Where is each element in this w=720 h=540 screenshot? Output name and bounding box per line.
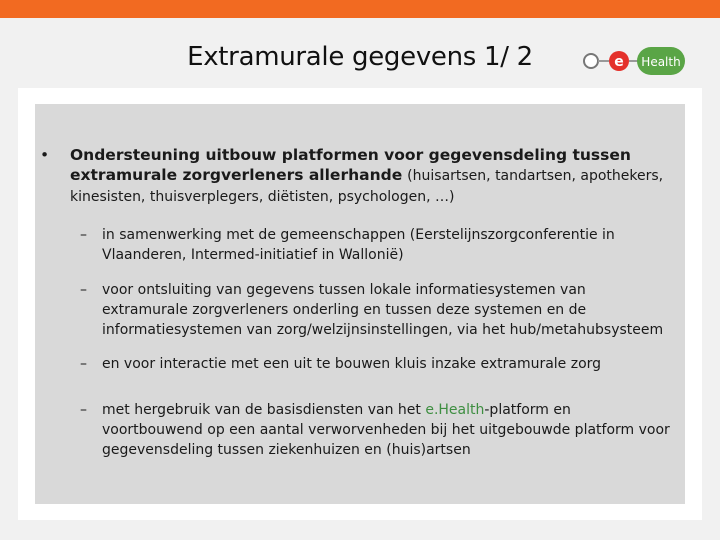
- bullet-bold-text: Ondersteuning uitbouw platformen voor gegevensdeling tussen extramurale zorgverleners allerhande: [70, 146, 631, 184]
- content-text: [40, 145, 680, 460]
- ehealth-logo-icon: [578, 44, 688, 78]
- sub-item-text-after: -platform en voortbouwend op een aantal verworvenheden bij het uitgebouwde platform voor gegevensdeling tussen ziekenhuizen en (huis)artsen: [102, 402, 670, 458]
- sub-item-dash: –: [80, 282, 87, 298]
- main-bullet: [40, 145, 680, 207]
- sub-item-dash: –: [80, 227, 87, 243]
- ehealth-highlight: e.Health: [425, 402, 485, 418]
- sub-item-dash: –: [80, 402, 87, 418]
- logo-health-text: Health: [641, 55, 681, 69]
- top-accent-bar: [0, 0, 720, 18]
- slide-title: Extramurale gegevens 1/ 2: [187, 42, 533, 72]
- sub-item-dash: –: [80, 356, 87, 372]
- sub-item-text: [102, 400, 676, 460]
- sub-item-text: en voor interactie met een uit te bouwen kluis inzake extramurale zorg: [102, 356, 602, 372]
- sub-item: [40, 280, 680, 340]
- sub-item-text: in samenwerking met de gemeenschappen (Eerstelijnszorgconferentie in Vlaanderen, Intermed-initiatief in Wallonië): [102, 227, 615, 263]
- sub-item-text-before: met hergebruik van de basisdiensten van het: [102, 402, 426, 418]
- sub-item: [40, 225, 680, 265]
- logo-e-text: e: [614, 54, 624, 70]
- sub-item-text: voor ontsluiting van gegevens tussen lokale informatiesystemen van extramurale zorgverleners onderling en tussen deze systemen en de informatiesystemen van zorg/welzijnsinstellingen, via het hub/metahubsysteem: [102, 282, 664, 338]
- bullet-normal-text: (huisartsen, tandartsen, apothekers, kinesisten, thuisverplegers, diëtisten, psychologen, …): [70, 168, 664, 205]
- ehealth-logo: [578, 44, 688, 78]
- sub-item: [40, 354, 680, 374]
- sub-item: [40, 400, 680, 460]
- bullet-marker: •: [40, 146, 50, 164]
